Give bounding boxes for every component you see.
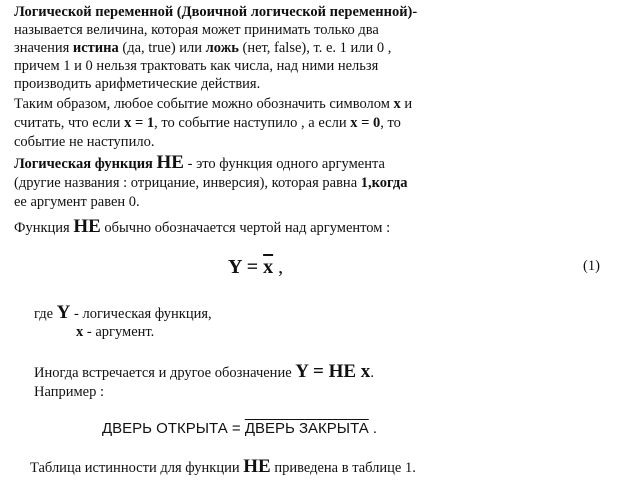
other-notation-line: Иногда встречается и другое обозначение Y = НЕ x. (34, 361, 374, 382)
formula-2: ДВЕРЬ ОТКРЫТА = ДВЕРЬ ЗАКРЫТА . (102, 420, 378, 437)
example-line: Например : (34, 384, 105, 400)
where-line-2: x - аргумент. (76, 324, 155, 340)
para1-line5: производить арифметические действия. (14, 76, 261, 92)
table-caption-line: Таблица истинности для функции НЕ приведена в таблице 1. (30, 456, 416, 477)
formula-1: $Y = \overline{x}$ , (228, 256, 284, 278)
para2-line3: событие не наступило. (14, 134, 155, 150)
para3-line2: (другие названия : отрицание, инверсия), которая равна 1,когда (14, 175, 408, 191)
para3-line1: Логическая функция НЕ - это функция одного аргумента (14, 152, 385, 173)
para4-line1: Функция НЕ обычно обозначается чертой над аргументом : (14, 216, 391, 237)
door-closed-negated: ДВЕРЬ ЗАКРЫТА (244, 420, 369, 437)
para2-line1: Таким образом, любое событие можно обозначить символом x и (14, 96, 413, 112)
para1-line1 (14, 4, 417, 21)
where-line-1: где Y - логическая функция, (34, 302, 212, 323)
para1-line3: значения истина (да, true) или ложь (нет, false), т. е. 1 или 0 , (14, 40, 392, 56)
para1-line2: называется величина, которая может принимать только два (14, 22, 379, 38)
para1-line4: причем 1 и 0 нельзя трактовать как числа, над ними нельзя (14, 58, 379, 74)
para3-line3: ее аргумент равен 0. (14, 194, 140, 210)
para2-line2: считать, что если x = 1, то событие наступило , а если x = 0, то (14, 115, 401, 131)
formula-1-number: (1) (583, 258, 600, 274)
term-logical-variable: Логической переменной (Двоичной логической переменной)- (14, 4, 418, 20)
x-negated: $\overline{x}$ (263, 256, 274, 278)
